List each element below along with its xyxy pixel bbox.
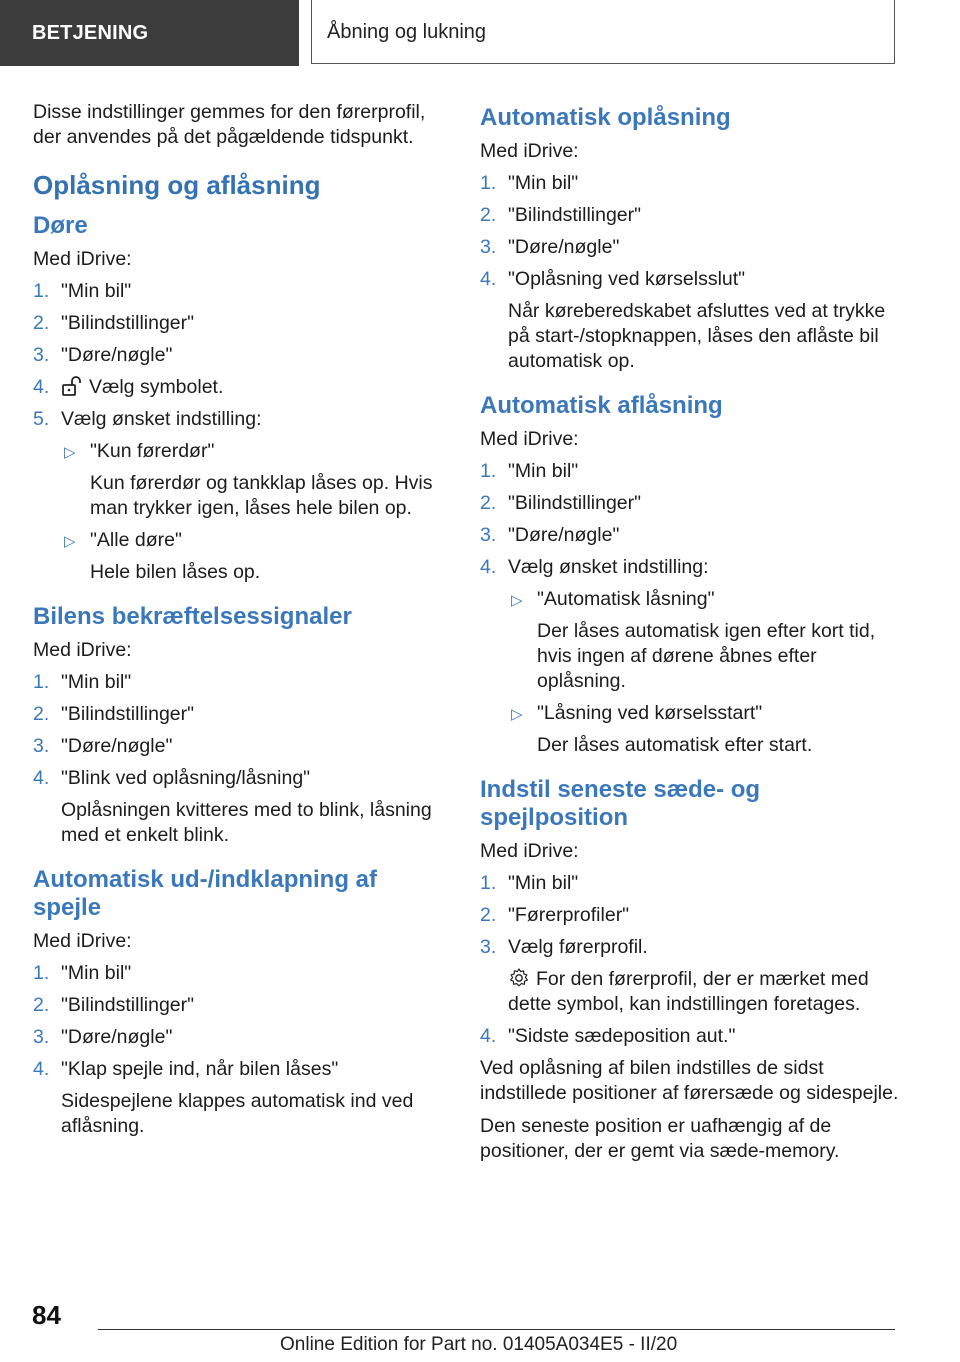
list-item: 2. "Bilindstillinger": [480, 492, 642, 514]
seat-lead: Med iDrive:: [480, 840, 579, 862]
list-item: 3. "Døre/nøgle": [33, 344, 173, 366]
mirrors-steps: [33, 961, 443, 1139]
list-item: 3. "Døre/nøgle": [33, 735, 173, 757]
list-item: 3. Vælg førerprofil. For den førerprofil, der er mærket med dette symbol, kan indstillingen foretages.: [480, 935, 900, 1017]
unlock-steps: [480, 171, 900, 374]
list-item: 3. "Døre/nøgle": [480, 236, 620, 258]
right-column: [480, 100, 900, 1172]
footer-edition: Online Edition for Part no. 01405A034E5 - II/20: [280, 1334, 678, 1355]
list-item: 4. Vælg symbolet.: [33, 376, 224, 398]
list-item: 3. "Døre/nøgle": [33, 1026, 173, 1048]
confirm-steps: [33, 670, 443, 848]
triangle-bullet-icon: ▷: [511, 592, 523, 609]
list-item: 1. "Min bil": [33, 671, 132, 693]
list-item: 4. "Oplåsning ved kørselsslut" Når køreberedskabet afsluttes ved at trykke på start-/stopknappen, låses den aflåste bil automatisk op.: [480, 268, 886, 372]
mirrors-lead: Med iDrive:: [33, 930, 132, 952]
option-item: ▷ "Alle døre" Hele bilen låses op.: [64, 529, 261, 583]
list-item: 2. "Bilindstillinger": [480, 204, 642, 226]
profile-note: For den førerprofil, der er mærket med dette symbol, kan indstillingen foretages.: [508, 968, 869, 1015]
triangle-bullet-icon: ▷: [511, 706, 523, 723]
gear-icon: [508, 967, 530, 989]
section-heading: Oplåsning og aflåsning: [33, 170, 321, 200]
section-tab: BETJENING: [0, 0, 299, 66]
confirm-heading: Bilens bekræftelsessignaler: [33, 603, 352, 630]
doors-lead: Med iDrive:: [33, 248, 132, 270]
option-item: ▷ "Låsning ved kørselsstart" Der låses automatisk efter start.: [511, 702, 813, 756]
footer-divider: [98, 1329, 895, 1330]
unlock-heading: Automatisk oplåsning: [480, 104, 731, 131]
lock-heading: Automatisk aflåsning: [480, 392, 723, 419]
list-item: 4. "Blink ved oplåsning/låsning" Oplåsningen kvitteres med to blink, låsning med et enkelt blink.: [33, 767, 432, 846]
unlocked-padlock-icon: [61, 375, 83, 397]
triangle-bullet-icon: ▷: [64, 533, 76, 550]
list-item: 1. "Min bil": [33, 280, 132, 302]
intro-text: Disse indstillinger gemmes for den førerprofil, der anvendes på det pågældende tidspunkt.: [33, 101, 426, 148]
doors-options: [61, 439, 443, 585]
triangle-bullet-icon: ▷: [64, 444, 76, 461]
list-item: 4. "Sidste sædeposition aut.": [480, 1025, 736, 1047]
mirrors-heading: Automatisk ud-/indklapning af spejle: [33, 866, 378, 921]
seat-paragraph-1: Ved oplåsning af bilen indstilles de sidst indstillede positioner af førersæde og sidespejle.: [480, 1057, 899, 1104]
list-item: 5. Vælg ønsket indstilling: ▷ "Kun førerdør" Kun førerdør og tankklap låses op. Hvis man trykker igen, låses hele bilen op. ▷ "Alle døre" Hele bilen låses op.: [33, 407, 443, 585]
list-item: 2. "Bilindstillinger": [33, 994, 195, 1016]
list-item: 2. "Førerprofiler": [480, 904, 630, 926]
list-item: 1. "Min bil": [480, 872, 579, 894]
unlock-lead: Med iDrive:: [480, 140, 579, 162]
seat-steps: [480, 871, 900, 1049]
list-item: 4. "Klap spejle ind, når bilen låses" Sidespejlene klappes automatisk ind ved aflåsning.: [33, 1058, 414, 1137]
list-item: 1. "Min bil": [480, 172, 579, 194]
page-header: [0, 0, 960, 66]
page-number: 84: [32, 1300, 61, 1330]
doors-steps: [33, 279, 443, 585]
confirm-lead: Med iDrive:: [33, 639, 132, 661]
seat-heading: Indstil seneste sæde- og spejlposition: [480, 776, 761, 831]
left-column: [33, 100, 443, 1139]
list-item: 2. "Bilindstillinger": [33, 312, 195, 334]
list-item: 1. "Min bil": [480, 460, 579, 482]
list-item: 3. "Døre/nøgle": [480, 524, 620, 546]
list-item: 1. "Min bil": [33, 962, 132, 984]
lock-steps: [480, 459, 900, 758]
chapter-tab: Åbning og lukning: [311, 0, 895, 64]
seat-paragraph-2: Den seneste position er uafhængig af de positioner, der er gemt via sæde-memory.: [480, 1115, 840, 1162]
doors-heading: Døre: [33, 212, 88, 239]
lock-options: [508, 587, 900, 758]
list-item: 2. "Bilindstillinger": [33, 703, 195, 725]
option-item: ▷ "Kun førerdør" Kun førerdør og tankklap låses op. Hvis man trykker igen, låses hele bilen op.: [64, 440, 433, 519]
list-item: 4. Vælg ønsket indstilling: ▷ "Automatisk låsning" Der låses automatisk igen efter kort tid, hvis ingen af dørene åbnes efter oplåsning. ▷ "Låsning ved kørselsstart" Der låses automatisk efter start.: [480, 555, 900, 758]
lock-lead: Med iDrive:: [480, 428, 579, 450]
option-item: ▷ "Automatisk låsning" Der låses automatisk igen efter kort tid, hvis ingen af dørene åbnes efter oplåsning.: [511, 588, 876, 692]
